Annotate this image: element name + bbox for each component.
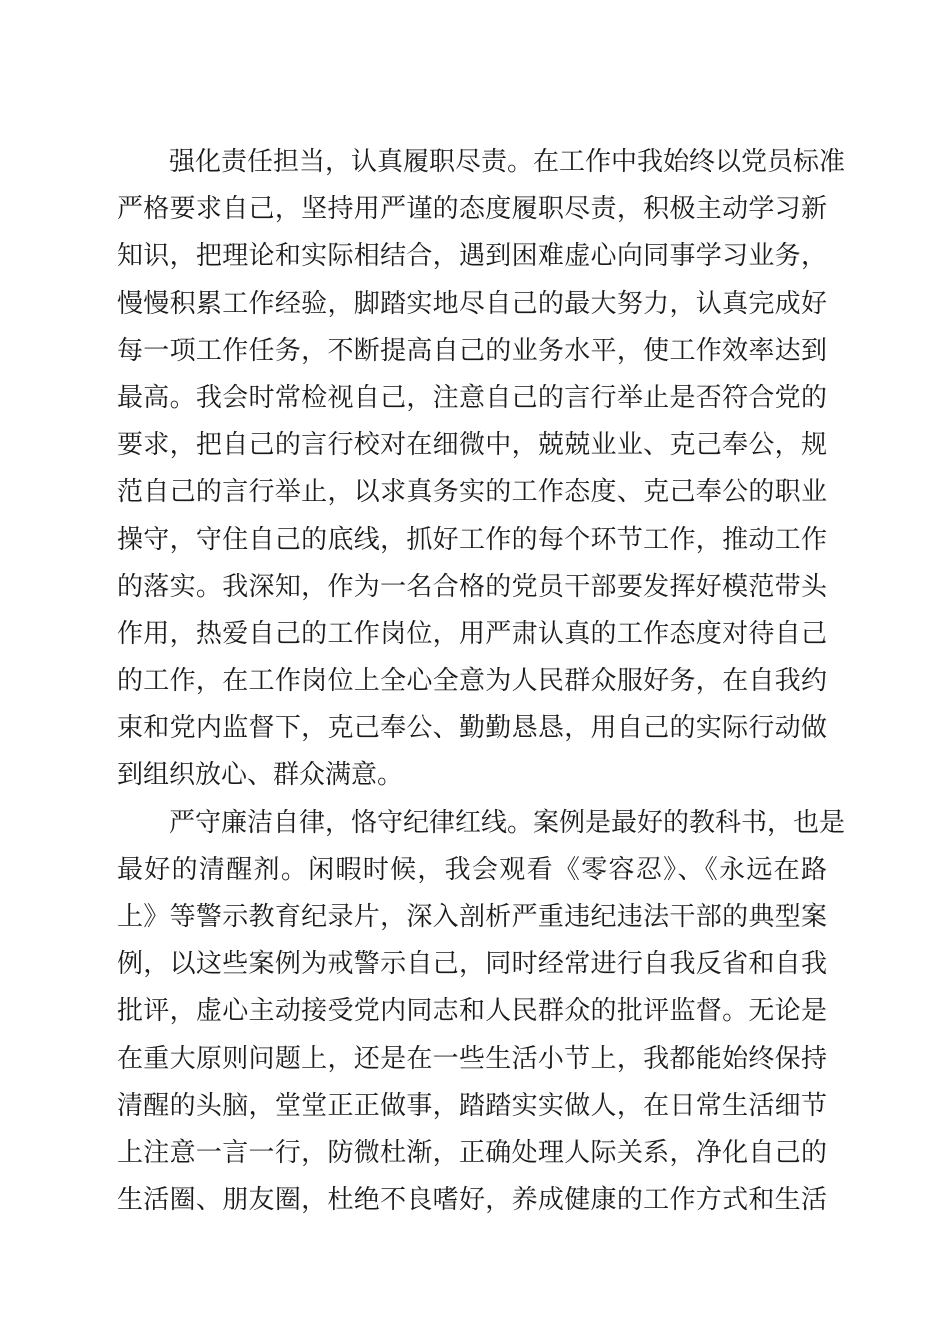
text-line: 最高。我会时常检视自己，注意自己的言行举止是否符合党的 xyxy=(117,382,827,413)
text-line: 的落实。我深知，作为一名合格的党员干部要发挥好模范带头 xyxy=(117,571,827,602)
text-line: 每一项工作任务，不断提高自己的业务水平，使工作效率达到 xyxy=(117,335,827,366)
text-line: 强化责任担当，认真履职尽责。在工作中我始终以党员标准 xyxy=(117,147,846,177)
text-line: 的工作，在工作岗位上全心全意为人民群众服好务，在自我约 xyxy=(117,666,827,697)
text-line: 束和党内监督下，克己奉公、勤勤恳恳，用自己的实际行动做 xyxy=(117,713,827,744)
text-line: 作用，热爱自己的工作岗位，用严肃认真的工作态度对待自己 xyxy=(117,618,827,649)
text-line: 批评，虚心主动接受党内同志和人民群众的批评监督。无论是 xyxy=(117,996,827,1027)
text-line: 严格要求自己，坚持用严谨的态度履职尽责，积极主动学习新 xyxy=(117,194,827,225)
text-line: 严守廉洁自律，恪守纪律红线。案例是最好的教科书，也是 xyxy=(117,807,846,838)
text-line: 最好的清醒剂。闲暇时候，我会观看《零容忍》、《永远在路 xyxy=(117,854,827,885)
text-line: 操守，守住自己的底线，抓好工作的每个环节工作，推动工作 xyxy=(117,524,827,555)
text-line: 在重大原则问题上，还是在一些生活小节上，我都能始终保持 xyxy=(117,1043,827,1074)
text-line: 上注意一言一行，防微杜渐，正确处理人际关系，净化自己的 xyxy=(117,1137,827,1168)
text-line: 到组织放心、群众满意。 xyxy=(117,760,404,791)
text-line: 知识，把理论和实际相结合，遇到困难虚心向同事学习业务， xyxy=(117,241,827,272)
text-line: 慢慢积累工作经验，脚踏实地尽自己的最大努力，认真完成好 xyxy=(117,288,827,319)
text-line: 范自己的言行举止，以求真务实的工作态度、克己奉公的职业 xyxy=(117,477,827,508)
text-line: 清醒的头脑，堂堂正正做事，踏踏实实做人，在日常生活细节 xyxy=(117,1090,827,1121)
text-line: 生活圈、朋友圈，杜绝不良嗜好，养成健康的工作方式和生活 xyxy=(117,1185,827,1216)
text-line: 上》等警示教育纪录片，深入剖析严重违纪违法干部的典型案 xyxy=(117,902,827,932)
text-line: 例，以这些案例为戒警示自己，同时经常进行自我反省和自我 xyxy=(117,949,827,980)
body-text xyxy=(117,139,846,1224)
text-line: 要求，把自己的言行校对在细微中，兢兢业业、克己奉公，规 xyxy=(117,430,827,461)
